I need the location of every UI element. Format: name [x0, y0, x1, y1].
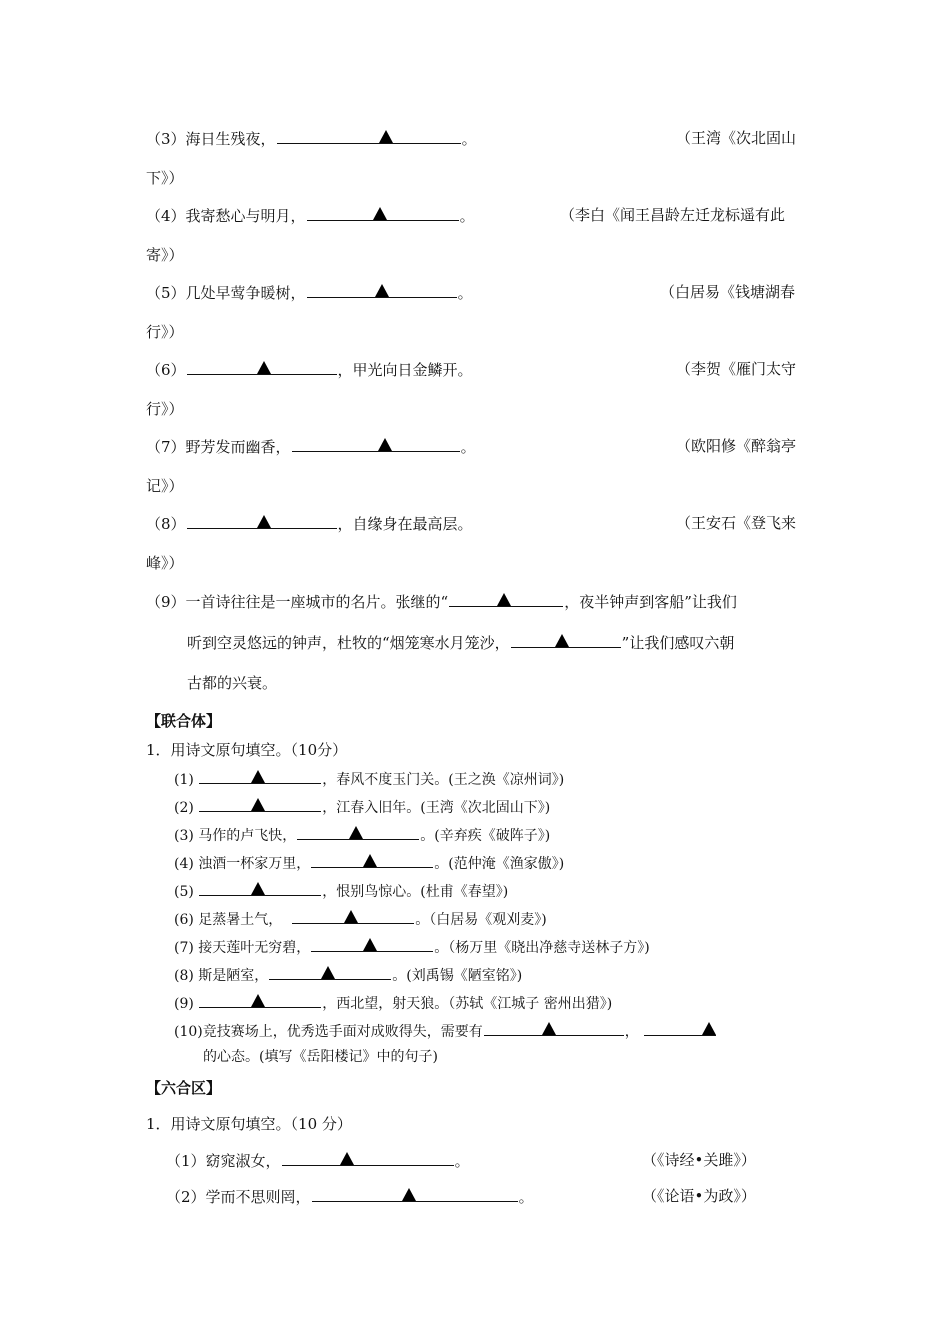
answer-blank[interactable]	[307, 205, 459, 221]
lianheti-item-1: (1) ，春风不度玉门关。(王之涣《凉州词》)	[174, 768, 564, 790]
answer-blank[interactable]	[199, 880, 321, 896]
source-7-cont: 记》）	[146, 477, 184, 495]
answer-blank[interactable]	[199, 992, 321, 1008]
liuhe-source-2: （《论语•为政》）	[642, 1187, 756, 1205]
answer-blank[interactable]	[312, 1186, 518, 1202]
answer-blank[interactable]	[484, 1020, 624, 1036]
source-3-cont: 下》）	[146, 169, 184, 187]
source-6-cont: 行》）	[146, 400, 184, 418]
lianheti-item-3: (3) 马作的卢飞快， 。(辛弃疾《破阵子》)	[174, 824, 550, 846]
triangle-marker-icon	[251, 994, 265, 1007]
lianheti-item-5: (5) ，恨别鸟惊心。(杜甫《春望》)	[174, 880, 508, 902]
source-7: （欧阳修《醉翁亭	[676, 437, 797, 455]
answer-blank[interactable]	[292, 436, 460, 452]
triangle-marker-icon	[378, 438, 392, 451]
triangle-marker-icon	[251, 882, 265, 895]
question-9-line3: 古都的兴衰。	[187, 674, 278, 692]
lianheti-item-7: (7) 接天莲叶无穷碧， 。（杨万里《晓出净慈寺送林子方》)	[174, 936, 650, 958]
lianheti-item-6: (6) 足蒸暑土气， 。（白居易《观刈麦》)	[174, 908, 547, 930]
lianheti-intro: 1．用诗文原句填空。（10分）	[146, 741, 348, 759]
lianheti-item-9: (9) ，西北望，射天狼。（苏轼《江城子 密州出猎》)	[174, 992, 612, 1014]
section-title-lianheti: 【联合体】	[146, 712, 222, 730]
source-4: （李白《闻王昌龄左迁龙标遥有此	[560, 206, 786, 224]
lianheti-item-2: (2) ，江春入旧年。(王湾《次北固山下》)	[174, 796, 550, 818]
triangle-marker-icon	[379, 130, 393, 143]
triangle-marker-icon	[555, 634, 569, 647]
question-6: （6） ，甲光向日金鳞开。	[146, 361, 473, 379]
source-3: （王湾《次北固山	[676, 129, 797, 147]
triangle-marker-icon	[251, 770, 265, 783]
triangle-marker-icon	[702, 1022, 716, 1035]
answer-blank[interactable]	[292, 908, 414, 924]
answer-blank[interactable]	[282, 1150, 454, 1166]
triangle-marker-icon	[402, 1188, 416, 1201]
triangle-marker-icon	[373, 207, 387, 220]
triangle-marker-icon	[344, 910, 358, 923]
lianheti-item-10: (10)竞技赛场上，优秀选手面对成败得失，需要有 ，	[174, 1020, 717, 1042]
triangle-marker-icon	[375, 284, 389, 297]
triangle-marker-icon	[257, 515, 271, 528]
question-4: （4）我寄愁心与明月， 。	[146, 207, 475, 225]
answer-blank[interactable]	[644, 1020, 716, 1036]
answer-blank[interactable]	[269, 964, 391, 980]
lianheti-item-10-line2: 的心态。(填写《岳阳楼记》中的句子)	[203, 1049, 438, 1065]
section-title-liuhe: 【六合区】	[146, 1079, 222, 1097]
question-7: （7）野芳发而幽香， 。	[146, 438, 476, 456]
liuhe-question-2: （2）学而不思则罔， 。	[166, 1188, 534, 1206]
answer-blank[interactable]	[511, 632, 621, 648]
source-8: （王安石《登飞来	[676, 514, 797, 532]
liuhe-question-1: （1）窈窕淑女， 。	[166, 1152, 470, 1170]
question-9: （9）一首诗往往是一座城市的名片。张继的“ ，夜半钟声到客船”让我们	[146, 593, 737, 611]
question-9-line2: 听到空灵悠远的钟声，杜牧的“烟笼寒水月笼沙， ”让我们感叹六朝	[187, 634, 735, 652]
question-8: （8） ，自缘身在最高层。	[146, 515, 473, 533]
lianheti-item-8: (8) 斯是陋室， 。(刘禹锡《陋室铭》)	[174, 964, 522, 986]
question-5: （5）几处早莺争暖树， 。	[146, 284, 473, 302]
liuhe-intro: 1．用诗文原句填空。（10 分）	[146, 1115, 352, 1133]
source-5-cont: 行》）	[146, 323, 184, 341]
answer-blank[interactable]	[277, 128, 461, 144]
answer-blank[interactable]	[311, 852, 433, 868]
answer-blank[interactable]	[199, 768, 321, 784]
lianheti-item-4: (4) 浊酒一杯家万里， 。(范仲淹《渔家傲》)	[174, 852, 564, 874]
source-8-cont: 峰》）	[146, 554, 184, 572]
triangle-marker-icon	[349, 826, 363, 839]
liuhe-source-1: （《诗经•关雎》）	[642, 1151, 756, 1169]
triangle-marker-icon	[251, 798, 265, 811]
answer-blank[interactable]	[187, 359, 337, 375]
triangle-marker-icon	[497, 593, 511, 606]
answer-blank[interactable]	[297, 824, 419, 840]
source-4-cont: 寄》）	[146, 246, 184, 264]
answer-blank[interactable]	[449, 591, 563, 607]
source-5: （白居易《钱塘湖春	[660, 283, 796, 301]
answer-blank[interactable]	[311, 936, 433, 952]
triangle-marker-icon	[321, 966, 335, 979]
source-6: （李贺《雁门太守	[676, 360, 797, 378]
triangle-marker-icon	[542, 1022, 556, 1035]
answer-blank[interactable]	[307, 282, 457, 298]
question-3: （3）海日生残夜， 。	[146, 130, 477, 148]
triangle-marker-icon	[340, 1152, 354, 1165]
answer-blank[interactable]	[187, 513, 337, 529]
triangle-marker-icon	[257, 361, 271, 374]
answer-blank[interactable]	[199, 796, 321, 812]
triangle-marker-icon	[363, 854, 377, 867]
triangle-marker-icon	[363, 938, 377, 951]
